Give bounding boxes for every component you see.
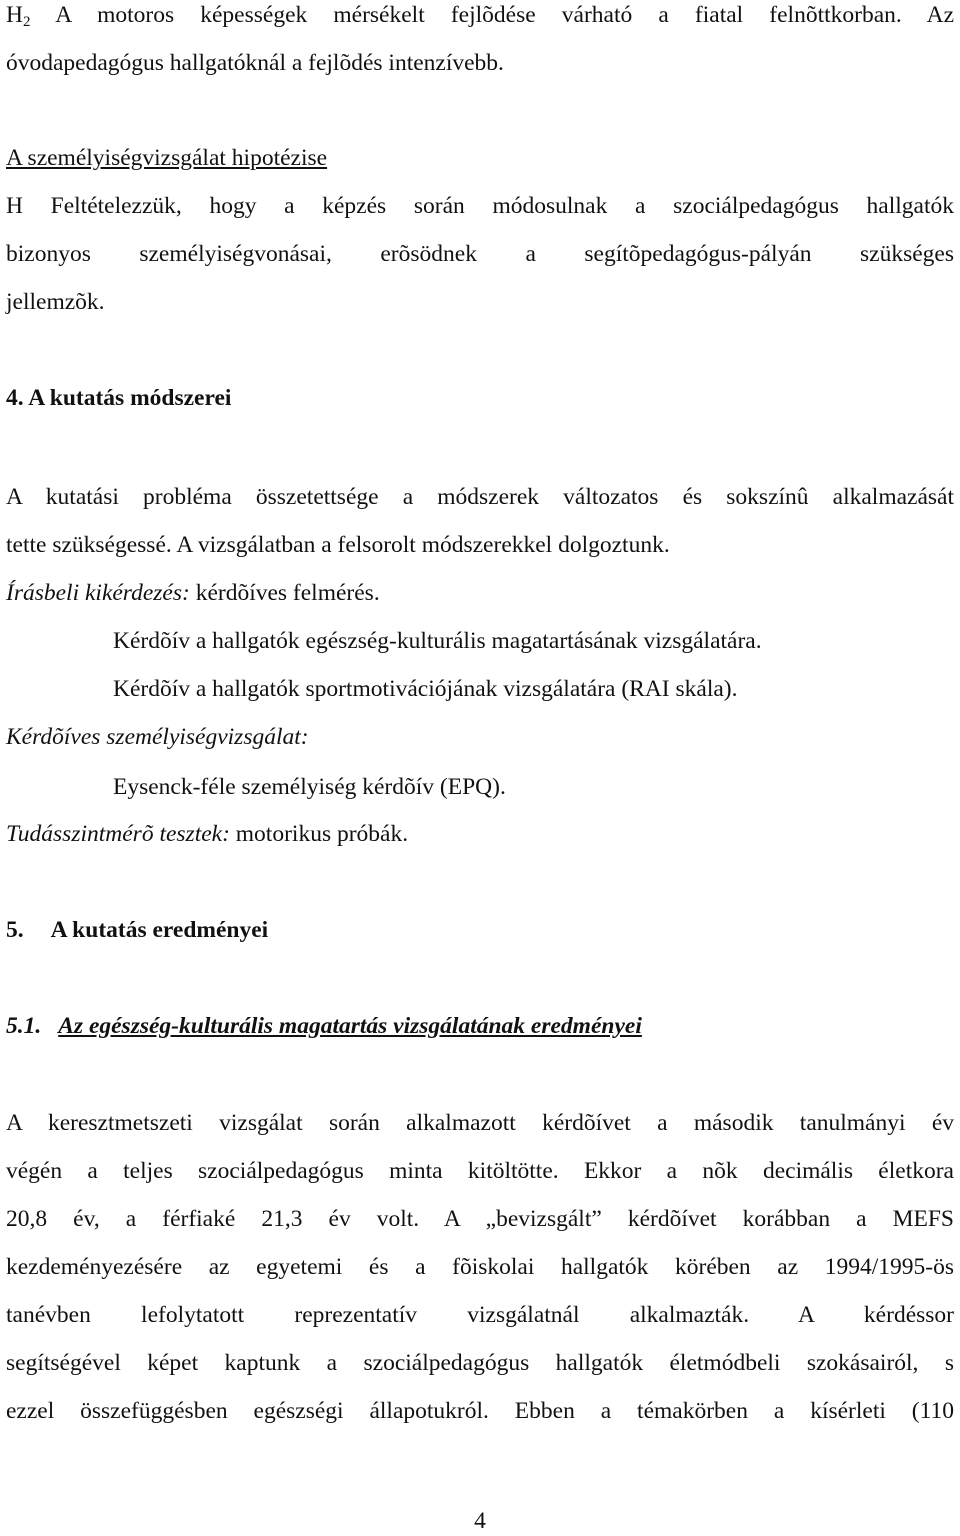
written-survey-line (6, 578, 380, 608)
personality-line-3: jellemzõk. (6, 289, 105, 315)
methods-line-2: tette szükségessé. A vizsgálatban a felsorolt módszerekkel dolgoztunk. (6, 532, 670, 558)
knowledge-tests-label: Tudásszintmérõ tesztek: (6, 821, 230, 847)
knowledge-tests-line (6, 819, 408, 849)
personality-test-label: Kérdõíves személyiségvizsgálat: (6, 724, 309, 750)
questionnaire-item-1: Kérdõív a hallgatók egészség-kulturális magatartásának vizsgálatára. (113, 628, 762, 654)
hypothesis-h2-text: A motoros képességek mérsékelt fejlõdése várható a fiatal felnõttkorban. Az (30, 2, 954, 28)
personality-hypothesis-heading: A személyiségvizsgálat hipotézise (6, 145, 328, 171)
knowledge-tests-text: motorikus próbák. (229, 821, 409, 847)
hypothesis-h-letter: H (6, 2, 23, 28)
personality-line-1: H Feltételezzük, hogy a képzés során módosulnak a szociálpedagógus hallgatók (6, 193, 954, 219)
results-line-1: A keresztmetszeti vizsgálat során alkalmazott kérdõívet a második tanulmányi év (6, 1110, 954, 1136)
page-number: 4 (474, 1508, 486, 1534)
section-5-1-heading (6, 1011, 642, 1041)
written-survey-label: Írásbeli kikérdezés: (6, 580, 190, 606)
hypothesis-h2-line-2: óvodapedagógus hallgatóknál a fejlõdés intenzívebb. (6, 50, 504, 76)
methods-line-1: A kutatási probléma összetettsége a módszerek változatos és sokszínû alkalmazását (6, 484, 954, 510)
results-line-3: 20,8 év, a férfiaké 21,3 év volt. A „bevizsgált” kérdõívet korábban a MEFS (6, 1206, 954, 1232)
questionnaire-item-2: Kérdõív a hallgatók sportmotivációjának vizsgálatára (RAI skála). (113, 676, 738, 702)
epq-item: Eysenck-féle személyiség kérdõív (EPQ). (113, 774, 506, 800)
section-5-heading (6, 915, 268, 945)
section-5-number: 5. (6, 917, 24, 943)
results-line-6: segítségével képet kaptunk a szociálpedagógus hallgatók életmódbeli szokásairól, s (6, 1350, 954, 1376)
section-5-1-title: Az egészség-kulturális magatartás vizsgálatának eredményei (58, 1013, 642, 1039)
section-5-1-number: 5.1. (6, 1013, 42, 1039)
section-4-heading: 4. A kutatás módszerei (6, 385, 232, 411)
written-survey-text: kérdõíves felmérés. (189, 580, 380, 606)
personality-line-2: bizonyos személyiségvonásai, erõsödnek a segítõpedagógus-pályán szükséges (6, 241, 954, 267)
results-line-7: ezzel összefüggésben egészségi állapotukról. Ebben a témakörben a kísérleti (110 (6, 1398, 954, 1424)
hypothesis-h2-line (6, 0, 954, 33)
section-5-title: A kutatás eredményei (50, 917, 269, 943)
results-line-5: tanévben lefolytatott reprezentatív vizsgálatnál alkalmazták. A kérdéssor (6, 1302, 954, 1328)
hypothesis-subscript: 2 (22, 14, 31, 30)
results-line-2: végén a teljes szociálpedagógus minta kitöltötte. Ekkor a nõk decimális életkora (6, 1158, 954, 1184)
results-line-4: kezdeményezésére az egyetemi és a fõiskolai hallgatók körében az 1994/1995-ös (6, 1254, 954, 1280)
